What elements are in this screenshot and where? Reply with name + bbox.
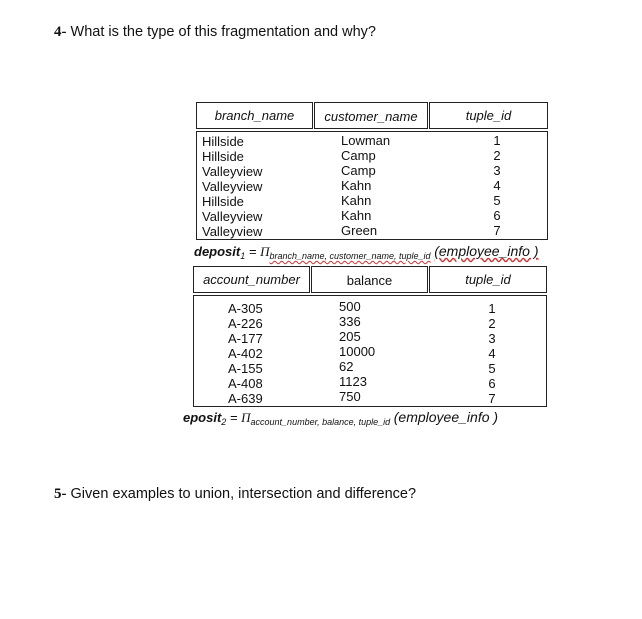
table2-tuple-id-column — [482, 301, 502, 406]
table-cell: Camp — [341, 163, 376, 178]
table-cell: 4 — [493, 178, 501, 193]
table1-caption — [194, 243, 538, 260]
table-cell: 1123 — [339, 374, 367, 389]
table-cell: A-226 — [228, 316, 263, 331]
caption2-index: 2 — [221, 417, 227, 427]
table2-header-account-number: account_number — [203, 272, 300, 287]
table-cell: 5 — [488, 361, 496, 376]
table1-branch-name-column — [202, 134, 262, 239]
table-cell: 3 — [493, 163, 501, 178]
table-cell: Hillside — [202, 134, 244, 149]
table-cell: Kahn — [341, 193, 372, 208]
table-cell: A-155 — [228, 361, 263, 376]
table-cell: Camp — [341, 148, 376, 163]
caption1-equals: = — [245, 244, 261, 259]
caption1-relation: (employee_info ) — [434, 243, 539, 259]
table-cell: 1 — [493, 133, 501, 148]
table-cell: Valleyview — [202, 179, 263, 194]
table1-header-branch-name: branch_name — [214, 108, 295, 123]
question-5-text: Given examples to union, intersection and difference? — [70, 486, 417, 502]
caption2-attributes: account_number, balance, tuple_id — [250, 417, 391, 427]
table-cell: 3 — [488, 331, 496, 346]
table-cell: A-408 — [228, 376, 263, 391]
table-cell: Valleyview — [202, 209, 263, 224]
table-cell: 5 — [493, 193, 501, 208]
table-cell: 2 — [488, 316, 496, 331]
table2-header-balance: balance — [346, 273, 393, 288]
table2-header-balance-cell — [311, 266, 428, 293]
question-4-number: 4 — [54, 24, 62, 40]
caption2-equals: = — [226, 410, 242, 425]
table-cell: 6 — [488, 376, 496, 391]
caption2-relation: (employee_info ) — [393, 409, 499, 425]
table1-header-branch-name-cell — [196, 102, 313, 129]
table-cell: Kahn — [341, 208, 372, 223]
table-cell: Hillside — [202, 194, 244, 209]
table2-header-account-number-cell — [193, 266, 310, 293]
table-cell: A-639 — [228, 391, 263, 406]
table2-header-tuple-id: tuple_id — [465, 272, 511, 287]
table-cell: 205 — [339, 329, 361, 344]
table-cell: A-402 — [228, 346, 263, 361]
table1-header-customer-name-cell — [314, 102, 428, 129]
table2-balance-column — [339, 299, 375, 404]
caption2-name: eposit — [183, 410, 222, 425]
table-cell: 62 — [339, 359, 354, 374]
caption2-operator: Π — [241, 410, 251, 425]
question-4-text: What is the type of this fragmentation and why? — [70, 24, 377, 40]
question-4: 4- What is the type of this fragmentation and why? — [54, 24, 377, 40]
table-cell: Valleyview — [202, 224, 263, 239]
table1-tuple-id-column — [487, 133, 507, 238]
table-cell: 2 — [493, 148, 501, 163]
table-cell: Valleyview — [202, 164, 263, 179]
table-cell: 500 — [339, 299, 361, 314]
table-cell: Kahn — [341, 178, 372, 193]
table-cell: Green — [341, 223, 378, 238]
table2-caption — [183, 409, 498, 426]
question-5: 5- Given examples to union, intersection and difference? — [54, 486, 417, 502]
caption1-attributes: branch_name, customer_name, tuple_id — [269, 251, 431, 261]
question-5-number: 5 — [54, 486, 62, 502]
caption1-operator: Π — [260, 244, 270, 259]
table1-header-tuple-id-cell — [429, 102, 548, 129]
table-cell: 7 — [488, 391, 496, 406]
table-cell: 750 — [339, 389, 361, 404]
table2-account-number-column — [228, 301, 263, 406]
table-cell: 4 — [488, 346, 496, 361]
caption1-index: 1 — [240, 251, 246, 261]
table-cell: 6 — [493, 208, 501, 223]
table-cell: A-177 — [228, 331, 263, 346]
table-cell: 1 — [488, 301, 496, 316]
caption1-name: deposit — [194, 244, 241, 259]
table2-header-tuple-id-cell — [429, 266, 547, 293]
table-cell: 336 — [339, 314, 361, 329]
table1-customer-name-column — [341, 133, 390, 238]
table-cell: 7 — [493, 223, 501, 238]
table-cell: 10000 — [339, 344, 376, 359]
table1-header-tuple-id: tuple_id — [465, 108, 512, 123]
table-cell: Hillside — [202, 149, 244, 164]
table-cell: Lowman — [341, 133, 391, 148]
table1-header-customer-name: customer_name — [324, 109, 418, 124]
table-cell: A-305 — [228, 301, 263, 316]
